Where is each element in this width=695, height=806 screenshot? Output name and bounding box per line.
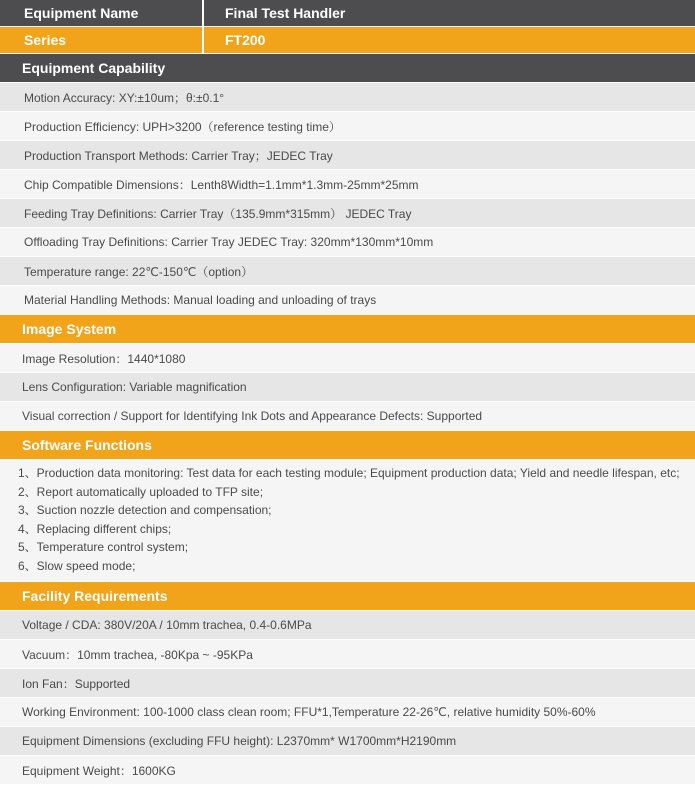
image-system-row: Image Resolution：1440*1080 [0,344,695,373]
facility-row: Ion Fan：Supported [0,669,695,698]
series-row [0,27,695,54]
facility-row: Working Environment: 100-1000 class clean room; FFU*1,Temperature 22-26℃, relative humidity 50%-60% [0,698,695,727]
image-system-row: Visual correction / Support for Identifying Ink Dots and Appearance Defects: Supported [0,402,695,431]
capability-row: Material Handling Methods: Manual loading and unloading of trays [0,286,695,315]
image-system-row: Lens Configuration: Variable magnification [0,373,695,402]
section-facility-requirements: Facility Requirements [0,582,695,611]
software-item: 6、Slow speed mode; [18,558,136,573]
software-item: 1、Production data monitoring: Test data for each testing module; Equipment production data; Yield and needle lifespan, etc; [18,466,680,480]
facility-row: Equipment Dimensions (excluding FFU height): L2370mm* W1700mm*H2190mm [0,727,695,756]
software-item: 5、Temperature control system; [18,540,189,554]
software-functions-list [0,460,695,582]
capability-row: Motion Accuracy: XY:±10um；θ:±0.1° [0,83,695,112]
software-item: 4、Replacing different chips; [18,521,172,536]
software-item: 3、Suction nozzle detection and compensation; [18,503,272,517]
software-item: 2、Report automatically uploaded to TFP site; [18,484,264,499]
capability-row: Chip Compatible Dimensions：Lenth8Width=1.1mm*1.3mm-25mm*25mm [0,170,695,199]
series-value: FT200 [202,27,695,53]
section-equipment-capability: Equipment Capability [0,54,695,83]
equipment-name-label: Equipment Name [0,0,202,26]
facility-row: Equipment Weight：1600KG [0,756,695,785]
facility-row: Voltage / CDA: 380V/20A / 10mm trachea, 0.4-0.6MPa [0,611,695,640]
capability-row: Production Transport Methods: Carrier Tray；JEDEC Tray [0,141,695,170]
capability-row: Feeding Tray Definitions: Carrier Tray（135.9mm*315mm） JEDEC Tray [0,199,695,228]
capability-row: Offloading Tray Definitions: Carrier Tray JEDEC Tray: 320mm*130mm*10mm [0,228,695,257]
section-software-functions: Software Functions [0,431,695,460]
series-label: Series [0,27,202,53]
section-image-system: Image System [0,315,695,344]
facility-row: Vacuum：10mm trachea, -80Kpa ~ -95KPa [0,640,695,669]
equipment-name-row [0,0,695,27]
capability-row: Production Efficiency: UPH>3200（reference testing time） [0,112,695,141]
capability-row: Temperature range: 22℃-150℃（option） [0,257,695,286]
equipment-name-value: Final Test Handler [202,0,695,26]
